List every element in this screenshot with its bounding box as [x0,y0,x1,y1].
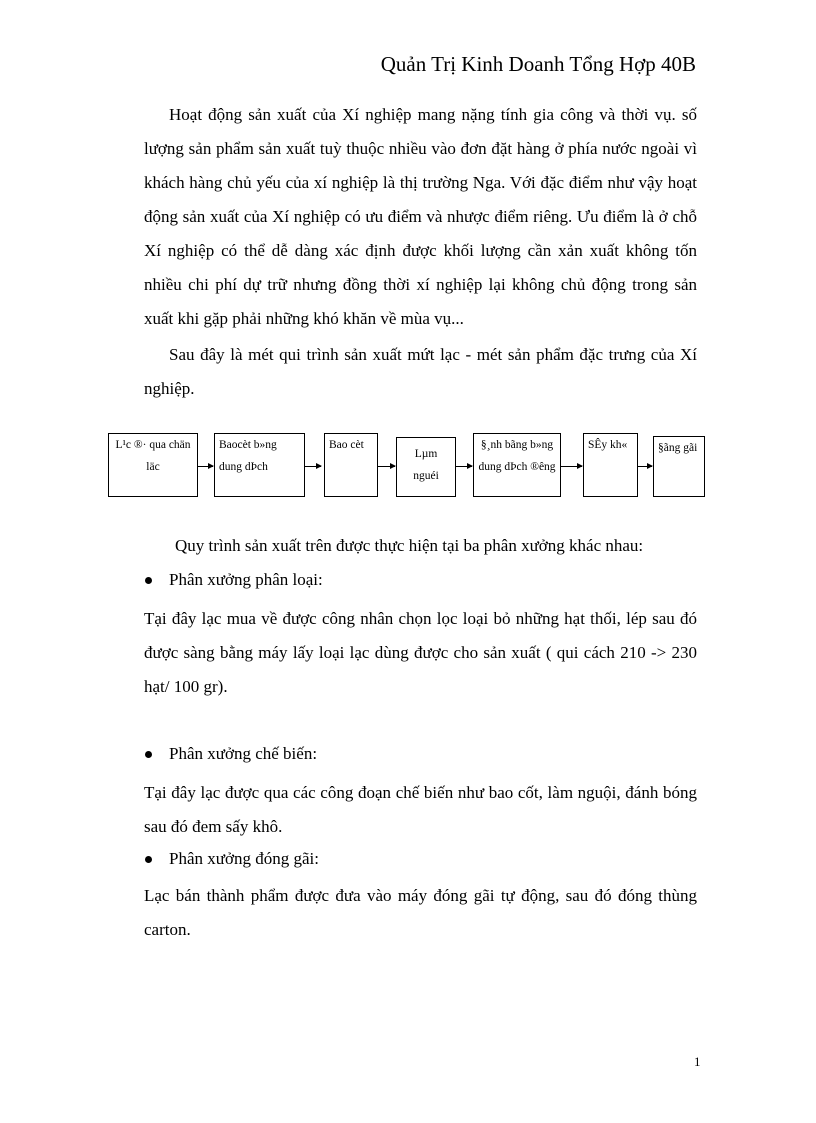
flow-step-drying: SÊy kh« [583,433,638,497]
flow-step-packaging: §ãng gãi [653,436,705,497]
flow-step-polishing: §¸nh bãng b»ng dung dÞch ®êng [473,433,561,497]
bullet-dot-icon [145,577,152,584]
flow-arrow [561,466,582,467]
bullet-processing-workshop [145,744,317,764]
bullet-sorting-workshop [145,570,323,590]
flow-step-coating: Bao cèt [324,433,378,497]
bullet-label: Phân xưởng chế biến: [169,744,318,763]
flow-step-cooling: Lµm nguéi [396,437,456,497]
flow-arrow [378,466,395,467]
page-number: 1 [694,1054,701,1069]
sorting-workshop-text: Tại đây lạc mua về được công nhân chọn lọc loại bỏ những hạt thối, lép sau đó được sàng bằng máy lấy loại lạc dùng được cho sản xuất ( qui cách 210 -> 230 hạt/ 100 gr). [144,609,697,696]
bullet-packing-workshop [145,849,319,869]
bullet-label: Phân xưởng đóng gãi: [169,849,319,868]
processing-workshop-text: Tại đây lạc được qua các công đoạn chế biến như bao cốt, làm nguội, đánh bóng sau đó đem sấy khô. [144,783,697,836]
bullet-dot-icon [145,751,152,758]
flow-step-coating-solution: Baocèt b»ng dung dÞch [214,433,305,497]
page-header: Quản Trị Kinh Doanh Tổng Hợp 40B [380,52,696,76]
flow-arrow [305,466,321,467]
flow-arrow [638,466,652,467]
paragraph-process-intro: Sau đây là mét qui trình sản xuất mứt lạc - mét sản phẩm đặc trưng của Xí nghiệp. [144,345,697,398]
bullet-label: Phân xưởng phân loại: [169,570,323,589]
workshops-intro: Quy trình sản xuất trên được thực hiện tại ba phân xưởng khác nhau: [175,536,644,555]
production-flow-diagram [108,431,708,501]
flow-step-selected-peanuts: L¹c ®· qua chän läc [108,433,198,497]
paragraph-production-overview: Hoạt động sản xuất của Xí nghiệp mang nặng tính gia công và thời vụ. số lượng sản phẩm sản xuất tuỳ thuộc nhiều vào đơn đặt hàng ở phía nước ngoài vì khách hàng chủ yếu của xí nghiệp là thị trường Nga. Với đặc điểm như vậy hoạt động sản xuất của Xí nghiệp có ưu điểm và nhược điểm riêng. Ưu điểm là ở chỗ Xí nghiệp có thể dễ dàng xác định được khối lượng cần xản xuất không tốn nhiều chi phí dự trữ nhưng đồng thời xí nghiệp lại không chủ động trong sản xuất khi gặp phải những khó khăn về mùa vụ... [144,105,697,328]
flow-arrow [198,466,213,467]
packing-workshop-text: Lạc bán thành phẩm được đưa vào máy đóng gãi tự động, sau đó đóng thùng carton. [144,886,697,939]
bullet-dot-icon [145,856,152,863]
flow-arrow [456,466,472,467]
